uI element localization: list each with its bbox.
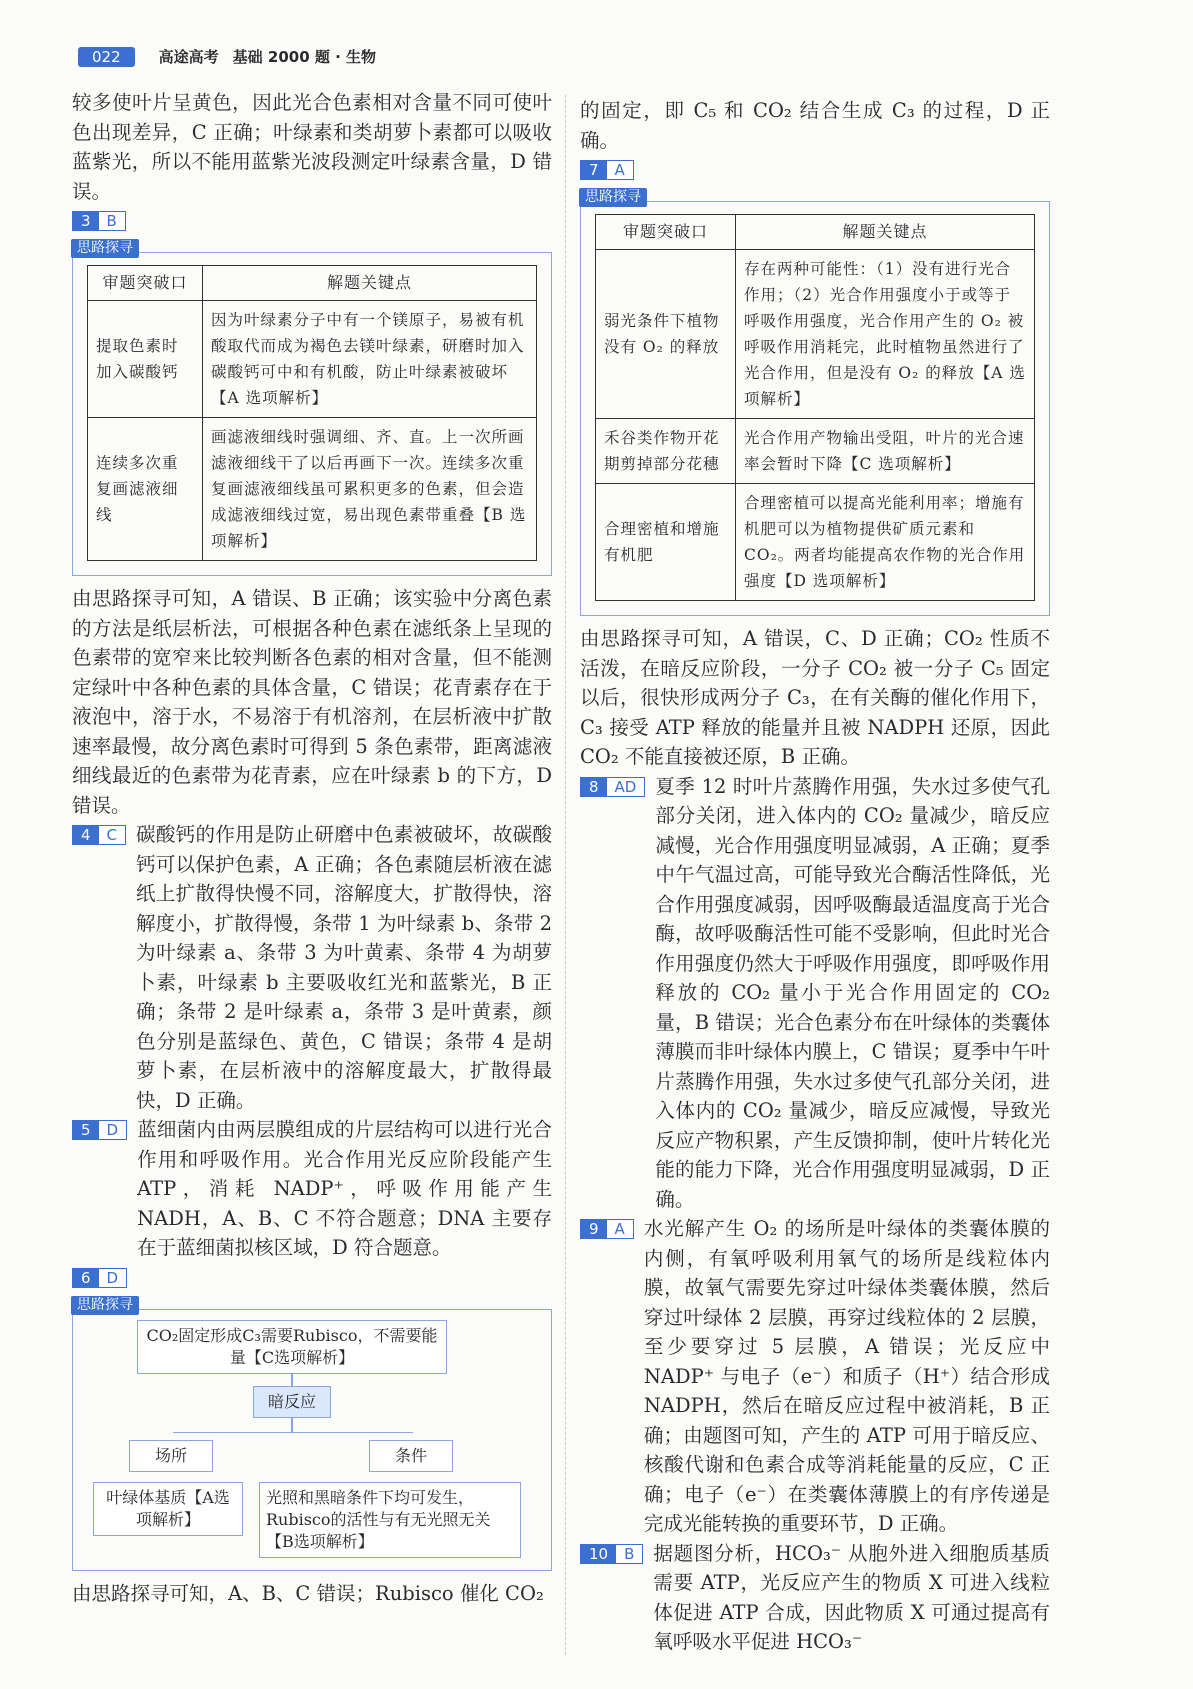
- diagram-node-condition: 条件: [369, 1440, 453, 1472]
- table-row: [88, 301, 537, 418]
- cell-value: 光合作用产物输出受阻，叶片的光合速率会暂时下降【C 选项解析】: [736, 419, 1035, 484]
- left-para-3: 由思路探寻可知，A 错误、B 正确；该实验中分离色素的方法是纸层析法，可根据各种色素在滤纸条上呈现的色素带的宽窄来比较判断各色素的相对含量，但不能测定绿叶中各种色素的具体含量，C 错误；花青素存在于液泡中，溶于水，不易溶于有机溶剂，在层析液中扩散速率最慢，故分离色素时可得到 5 条色素带，距离滤液细线最近的色素带为花青素，应在叶绿素 b 的下方，D 错误。: [72, 587, 552, 817]
- question-number: 5: [73, 1121, 99, 1139]
- thinking-box-7: [580, 189, 1050, 616]
- analysis-table-3: [87, 265, 537, 561]
- left-para-1: 较多使叶片呈黄色，因此光合色素相对含量不同可使叶色出现差异，C 正确；叶绿素和类胡萝卜素都可以吸收蓝紫光，所以不能用蓝紫光波段测定叶绿素含量，D 错误。: [72, 91, 552, 203]
- cell-key: 连续多次重复画滤液细线: [88, 418, 203, 561]
- thinking-tag: 思路探寻: [71, 1296, 139, 1315]
- answer-4: [72, 820, 552, 1115]
- answer-badge-7: [580, 155, 1050, 185]
- cell-value: 画滤液细线时强调细、齐、直。上一次所画滤液细线干了以后再画下一次。连续多次重复画滤液细线虽可累积更多的色素，但会造成滤液细线过宽，易出现色素带重叠【B 选项解析】: [203, 418, 537, 561]
- connector: [291, 1418, 293, 1432]
- col-header: 解题关键点: [203, 266, 537, 301]
- page-header: [78, 46, 376, 67]
- col-header: 审题突破口: [88, 266, 203, 301]
- question-number: 3: [73, 212, 99, 230]
- right-para-0: 的固定，即 C₅ 和 CO₂ 结合生成 C₃ 的过程，D 正确。: [580, 99, 1050, 152]
- question-number: 10: [581, 1545, 616, 1563]
- answer-text: 夏季 12 时叶片蒸腾作用强，失水过多使气孔部分关闭，进入体内的 CO₂ 量减少，暗反应减慢，光合作用强度明显减弱，A 正确；夏季中午气温过高，可能导致光合酶活性降低，光合作用强度减弱，因呼吸酶最适温度高于光合酶，故呼吸酶活性可能不受影响，但此时光合作用强度仍然大于呼吸作用强度，即呼吸作用释放的 CO₂ 量小于光合作用固定的 CO₂ 量，B 错误；光合色素分布在叶绿体的类囊体薄膜而非叶绿体内膜上，C 错误；夏季中午叶片蒸腾作用强，失水过多使气孔部分关闭，进入体内的 CO₂ 量减少，暗反应减慢，导致光反应产物积累，产生反馈抑制，使叶片转化光能的能力下降，光合作用强度明显减弱，D 正确。: [655, 774, 1050, 1211]
- book-title: 高途高考: [158, 48, 219, 66]
- answer-9: [580, 1214, 1050, 1539]
- answer-8: [580, 772, 1050, 1215]
- diagram-leaf-location: 叶绿体基质【A选项解析】: [93, 1482, 243, 1536]
- diagram-node-top: CO₂固定形成C₃需要Rubisco，不需要能量【C选项解析】: [137, 1320, 447, 1374]
- answer-letter: A: [607, 161, 633, 179]
- page-number: 022: [78, 47, 135, 67]
- answer-letter: A: [607, 1220, 633, 1238]
- connector: [291, 1374, 293, 1386]
- cell-value: 因为叶绿素分子中有一个镁原子，易被有机酸取代而成为褐色去镁叶绿素，研磨时加入碳酸钙可中和有机酸，防止叶绿素被破坏【A 选项解析】: [203, 301, 537, 418]
- cell-value: 合理密植可以提高光能利用率；增施有机肥可以为植物提供矿质元素和 CO₂。两者均能提高农作物的光合作用强度【D 选项解析】: [736, 484, 1035, 601]
- question-number: 8: [581, 778, 607, 796]
- table-row: [596, 250, 1035, 419]
- answer-text: 水光解产生 O₂ 的场所是叶绿体的类囊体膜的内侧，有氧呼吸利用氧气的场所是线粒体内膜，故氧气需要先穿过叶绿体类囊体膜，然后穿过叶绿体 2 层膜，再穿过线粒体的 2 层膜，至少要穿过 5 层膜，A 错误；光反应中 NADP⁺ 与电子（e⁻）和质子（H⁺）结合形成 NADPH，然后在暗反应过程中被消耗，B 正确；由题图可知，产生的 ATP 可用于暗反应、核酸代谢和色素合成等消耗能量的反应，C 正确；电子（e⁻）在类囊体薄膜上的有序传递是完成光能转换的重要环节，D 正确。: [643, 1217, 1050, 1535]
- diagram-node-location: 场所: [129, 1440, 213, 1472]
- answer-text: 碳酸钙的作用是防止研磨中色素被破坏，故碳酸钙可以保护色素，A 正确；各色素随层析液在滤纸上扩散得快慢不同，溶解度大，扩散得快，溶解度小，扩散得慢，条带 1 为叶绿素 b、条带 2 为叶绿素 a、条带 3 为叶黄素、条带 4 为胡萝卜素，叶绿素 b 主要吸收红光和蓝紫光，B 正确；条带 2 是叶绿素 a，条带 3 是叶黄素，颜色分别是蓝绿色、黄色，C 错误；条带 4 是胡萝卜素，在层析液中的溶解度最大，扩散得最快，D 正确。: [136, 823, 552, 1112]
- right-column: [580, 96, 1050, 1657]
- cell-key: 合理密植和增施有机肥: [596, 484, 736, 601]
- answer-badge-3: [72, 206, 552, 236]
- answer-letter: C: [99, 826, 125, 844]
- left-para-6: 由思路探寻可知，A、B、C 错误；Rubisco 催化 CO₂: [72, 1581, 544, 1605]
- answer-text: 据题图分析，HCO₃⁻ 从胞外进入细胞质基质需要 ATP，光反应产生的物质 X 可进入线粒体促进 ATP 合成，因此物质 X 可通过提高有氧呼吸水平促进 HCO₃⁻: [653, 1541, 1050, 1653]
- thinking-box-6: [72, 1296, 552, 1571]
- thinking-tag: 思路探寻: [71, 239, 139, 258]
- answer-badge-6: [72, 1263, 552, 1293]
- answer-text: 蓝细菌内由两层膜组成的片层结构可以进行光合作用和呼吸作用。光合作用光反应阶段能产生 ATP，消耗 NADP⁺，呼吸作用能产生 NADH，A、B、C 不符合题意；DNA 主要存在于蓝细菌拟核区域，D 符合题意。: [137, 1118, 552, 1259]
- thinking-box-3: [72, 240, 552, 576]
- table-row: [596, 484, 1035, 601]
- right-para-7: 由思路探寻可知，A 错误，C、D 正确；CO₂ 性质不活泼，在暗反应阶段，一分子 CO₂ 被一分子 C₅ 固定以后，很快形成两分子 C₃，在有关酶的催化作用下，C₃ 接受 ATP 释放的能量并且被 NADPH 还原，因此 CO₂ 不能直接被还原，B 正确。: [580, 627, 1050, 768]
- answer-letter: D: [99, 1269, 127, 1287]
- diagram-leaf-condition: 光照和黑暗条件下均可发生，Rubisco的活性与有无光照无关【B选项解析】: [259, 1482, 521, 1558]
- column-divider: [565, 95, 566, 1655]
- col-header: 审题突破口: [596, 215, 736, 250]
- thinking-tag: 思路探寻: [579, 188, 647, 207]
- question-number: 6: [73, 1269, 99, 1287]
- cell-key: 弱光条件下植物没有 O₂ 的释放: [596, 250, 736, 419]
- answer-10: [580, 1539, 1050, 1657]
- answer-5: [72, 1115, 552, 1263]
- left-column: [72, 88, 552, 1608]
- series-title: 基础 2000 题 · 生物: [232, 48, 376, 66]
- question-number: 9: [581, 1220, 607, 1238]
- table-row: [88, 418, 537, 561]
- cell-key: 提取色素时加入碳酸钙: [88, 301, 203, 418]
- table-row: [596, 419, 1035, 484]
- answer-letter: AD: [607, 778, 645, 796]
- diagram-node-center: 暗反应: [253, 1386, 331, 1418]
- answer-letter: B: [616, 1545, 642, 1563]
- cell-key: 禾谷类作物开花期剪掉部分花穗: [596, 419, 736, 484]
- answer-letter: D: [99, 1121, 127, 1139]
- answer-letter: B: [99, 212, 125, 230]
- analysis-table-7: [595, 214, 1035, 601]
- connector: [173, 1432, 413, 1434]
- cell-value: 存在两种可能性：（1）没有进行光合作用；（2）光合作用强度小于或等于呼吸作用强度，光合作用产生的 O₂ 被呼吸作用消耗完，此时植物虽然进行了光合作用，但是没有 O₂ 的释放【A 选项解析】: [736, 250, 1035, 419]
- col-header: 解题关键点: [736, 215, 1035, 250]
- question-number: 7: [581, 161, 607, 179]
- question-number: 4: [73, 826, 99, 844]
